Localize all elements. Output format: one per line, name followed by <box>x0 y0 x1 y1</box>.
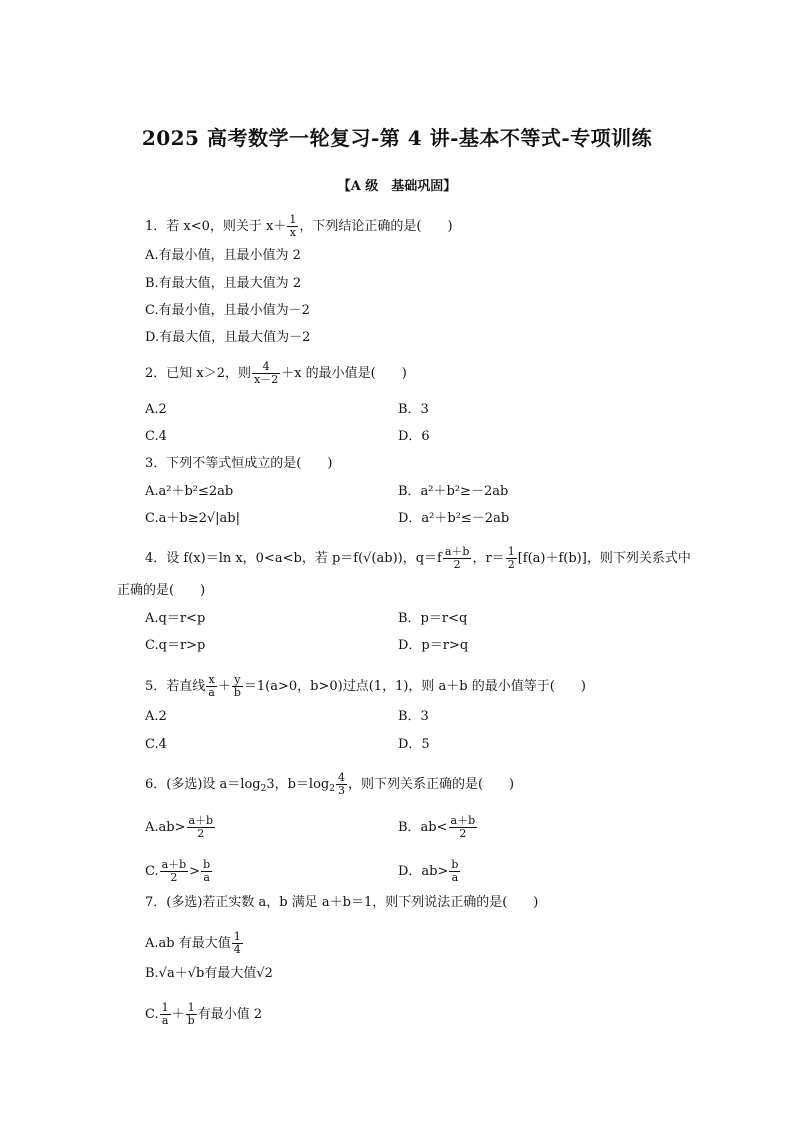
question-5-stem: 5．若直线 $\frac{x}{a}$ ＋ $\frac{y}{b}$ ＝1(a>0，b>0)过点(1，1)，则 a＋b 的最小值等于( ) <box>145 673 586 699</box>
fraction: $\frac{1}{4}$ <box>233 930 241 956</box>
page-title: 2025 高考数学一轮复习-第 4 讲-基本不等式-专项训练 <box>141 126 653 150</box>
fraction: $\frac{a+b}{2}$ <box>161 858 187 884</box>
fraction: $\frac{a+b}{2}$ <box>188 814 214 840</box>
q6-option-c: C. $\frac{a+b}{2}$ > $\frac{b}{a}$ <box>145 858 211 884</box>
q4-option-a: A.q＝r<p <box>145 611 206 626</box>
fraction: $\frac{1}{x}$ <box>289 213 297 239</box>
question-4-stem: 4．设 f(x)＝ln x，0<a<b，若 p＝f(√(ab))，q＝f $\frac{a+b}{2}$ ，r＝ $\frac{1}{2}$ [f(a)＋f(b)]，则下列关系式中 <box>145 545 691 571</box>
q1-option-b: B.有最大值，且最大值为 2 <box>145 276 302 291</box>
q7-option-c: C. $\frac{1}{a}$ ＋ $\frac{1}{b}$ 有最小值 2 <box>145 1001 263 1027</box>
q7-option-b: B.√a＋√b有最大值√2 <box>145 966 273 981</box>
question-4-stem-continued: 正确的是( ) <box>117 583 206 598</box>
q2-option-b: B．3 <box>398 402 429 417</box>
q5-option-c: C.4 <box>145 737 167 752</box>
q3-option-d: D．a²＋b²≤－2ab <box>398 511 510 526</box>
q2-option-c: C.4 <box>145 429 167 444</box>
q4-option-b: B．p＝r<q <box>398 611 468 626</box>
fraction: $\frac{4}{3}$ <box>337 771 345 797</box>
question-7-stem: 7．(多选)若正实数 a，b 满足 a＋b＝1，则下列说法正确的是( ) <box>145 895 539 910</box>
q7-option-a: A.ab 有最大值 $\frac{1}{4}$ <box>145 930 241 956</box>
q6-option-d: D．ab> $\frac{b}{a}$ <box>398 858 459 884</box>
section-heading: 【A 级 基础巩固】 <box>337 179 457 194</box>
fraction: $\frac{x}{a}$ <box>208 673 215 699</box>
q3-option-a: A.a²＋b²≤2ab <box>145 484 234 499</box>
fraction: $\frac{b}{a}$ <box>451 858 459 884</box>
q2-option-d: D．6 <box>398 429 430 444</box>
q1-option-c: C.有最小值，且最小值为－2 <box>145 303 310 318</box>
question-3-stem: 3．下列不等式恒成立的是( ) <box>145 456 333 471</box>
q5-option-b: B．3 <box>398 709 429 724</box>
q4-option-d: D．p＝r>q <box>398 638 469 653</box>
q2-option-a: A.2 <box>145 402 167 417</box>
fraction: $\frac{1}{2}$ <box>507 545 515 571</box>
q3-option-b: B．a²＋b²≥－2ab <box>398 484 509 499</box>
q1-option-a: A.有最小值，且最小值为 2 <box>145 248 301 263</box>
q1-option-d: D.有最大值，且最大值为－2 <box>145 330 311 345</box>
q3-option-c: C.a＋b≥2√|ab| <box>145 511 240 526</box>
fraction: $\frac{a+b}{2}$ <box>450 814 476 840</box>
q5-option-d: D．5 <box>398 737 430 752</box>
question-2-stem: 2．已知 x＞2，则 $\frac{4}{x-2}$ ＋x 的最小值是( ) <box>145 360 407 386</box>
fraction: $\frac{a+b}{2}$ <box>444 545 470 571</box>
q5-option-a: A.2 <box>145 709 167 724</box>
fraction: $\frac{4}{x-2}$ <box>254 360 279 386</box>
fraction: $\frac{1}{b}$ <box>187 1001 195 1027</box>
question-6-stem: 6．(多选)设 $a=\log_23$，$b=\log_2$ $\frac{4}{3}$ ，则下列关系正确的是( ) <box>145 771 515 797</box>
q4-option-c: C.q＝r>p <box>145 638 206 653</box>
fraction: $\frac{1}{a}$ <box>161 1001 169 1027</box>
fraction: $\frac{b}{a}$ <box>203 858 211 884</box>
question-1-stem: 1．若 x<0，则关于 x＋ $\frac{1}{x}$ ，下列结论正确的是( ) <box>145 213 453 239</box>
q6-option-a: A.ab> $\frac{a+b}{2}$ <box>145 814 214 840</box>
q6-option-b: B．ab< $\frac{a+b}{2}$ <box>398 814 476 840</box>
fraction: $\frac{y}{b}$ <box>233 673 241 699</box>
